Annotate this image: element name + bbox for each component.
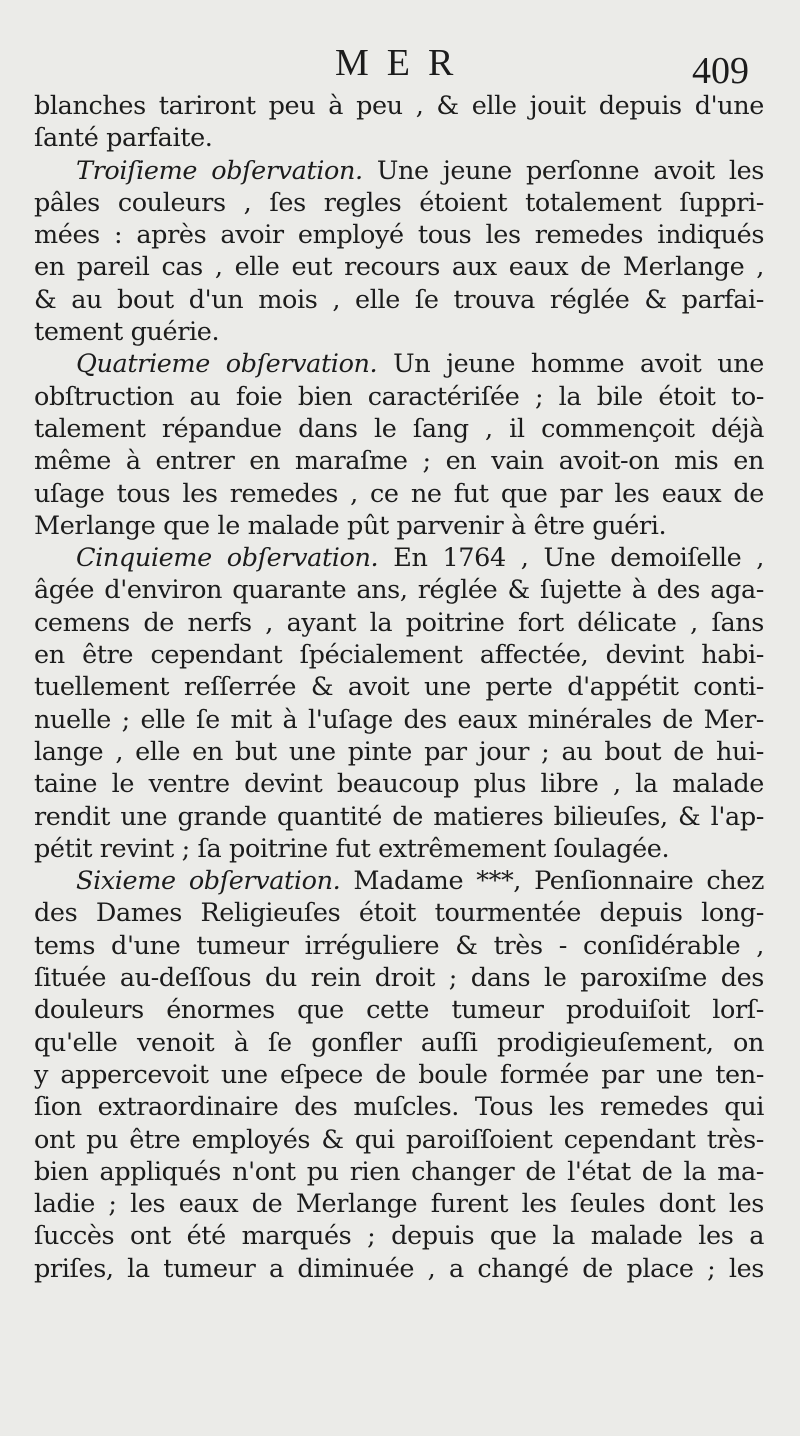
text-line xyxy=(34,1027,764,1059)
body-text xyxy=(34,90,764,1285)
line-text: Un jeune homme avoit une xyxy=(377,349,764,380)
line-text: même à entrer en maraſme ; en vain avoit-on mis en xyxy=(34,446,764,477)
line-text: Madame ***, Penſionnaire chez xyxy=(340,866,765,897)
text-line xyxy=(34,1253,764,1285)
line-text: mées : après avoir employé tous les remedes indiqués xyxy=(34,220,764,251)
line-text: priſes, la tumeur a diminuée , a changé de place ; les xyxy=(34,1253,764,1284)
observation-label: Troiſieme obſervation. xyxy=(76,155,363,186)
text-line xyxy=(34,1188,764,1220)
page-number: 409 xyxy=(692,50,749,92)
observation-label: Quatrieme obſervation. xyxy=(76,349,378,380)
running-head: MER xyxy=(335,42,472,84)
text-line xyxy=(34,930,764,962)
text-line xyxy=(34,833,764,865)
line-text: talement répandue dans le ſang , il commençoit déjà xyxy=(34,413,764,444)
text-line xyxy=(34,994,764,1026)
line-text: ſituée au-deſſous du rein droit ; dans le paroxiſme des xyxy=(34,963,764,994)
line-text: y appercevoit une eſpece de boule formée par une ten- xyxy=(34,1059,764,1090)
line-text: en pareil cas , elle eut recours aux eaux de Merlange , xyxy=(34,252,764,283)
text-line xyxy=(34,187,764,219)
text-line xyxy=(34,90,764,122)
line-text: ladie ; les eaux de Merlange furent les ſeules dont les xyxy=(34,1189,764,1220)
line-text: des Dames Religieuſes étoit tourmentée depuis long- xyxy=(34,898,764,929)
text-line xyxy=(34,1156,764,1188)
observation-heading-line xyxy=(34,155,764,187)
line-text: taine le ventre devint beaucoup plus libre , la malade xyxy=(34,769,764,800)
text-line xyxy=(34,768,764,800)
text-line xyxy=(34,671,764,703)
text-line xyxy=(34,704,764,736)
text-line xyxy=(34,897,764,929)
text-line xyxy=(34,1059,764,1091)
observation-heading-line xyxy=(34,348,764,380)
line-text: obſtruction au foie bien caractériſée ; la bile étoit to- xyxy=(34,381,764,412)
text-line xyxy=(34,1091,764,1123)
line-text: tems d'une tumeur irréguliere & très - conſidérable , xyxy=(34,930,764,961)
line-text: nuelle ; elle ſe mit à l'uſage des eaux minérales de Mer- xyxy=(34,704,764,735)
line-text: ſuccès ont été marqués ; depuis que la malade les a xyxy=(34,1221,764,1252)
observation-label: Cinquieme obſervation. xyxy=(76,543,379,574)
text-line xyxy=(34,478,764,510)
line-text: tuellement reſſerrée & avoit une perte d'appétit conti- xyxy=(34,672,764,703)
line-text: & au bout d'un mois , elle ſe trouva réglée & parfai- xyxy=(34,284,764,315)
line-text: Une jeune perſonne avoit les xyxy=(362,155,764,186)
text-line xyxy=(34,510,764,542)
line-text: pâles couleurs , ſes regles étoient totalement ſuppri- xyxy=(34,187,764,218)
line-text: bien appliqués n'ont pu rien changer de l'état de la ma- xyxy=(34,1156,764,1187)
page-header xyxy=(0,38,800,98)
text-line xyxy=(34,1220,764,1252)
line-text: ont pu être employés & qui paroiſſoient cependant très- xyxy=(34,1124,764,1155)
text-line xyxy=(34,639,764,671)
line-text: En 1764 , Une demoiſelle , xyxy=(378,543,764,574)
text-line xyxy=(34,445,764,477)
observation-heading-line xyxy=(34,865,764,897)
line-text: blanches tariront peu à peu , & elle jouit depuis d'une xyxy=(34,91,764,121)
line-text: âgée d'environ quarante ans, réglée & ſujette à des aga- xyxy=(34,575,764,606)
observation-heading-line xyxy=(34,542,764,574)
text-line xyxy=(34,801,764,833)
line-text: lange , elle en but une pinte par jour ; au bout de hui- xyxy=(34,736,764,767)
line-text: Merlange que le malade pût parvenir à être guéri. xyxy=(34,510,667,541)
line-text: uſage tous les remedes , ce ne fut que par les eaux de xyxy=(34,478,764,509)
text-line xyxy=(34,284,764,316)
text-line xyxy=(34,736,764,768)
text-line xyxy=(34,962,764,994)
line-text: ſion extraordinaire des muſcles. Tous les remedes qui xyxy=(34,1092,764,1123)
line-text: en être cependant ſpécialement affectée, devint habi- xyxy=(34,640,764,671)
line-text: cemens de nerfs , ayant la poitrine fort délicate , ſans xyxy=(34,607,764,638)
text-line xyxy=(34,381,764,413)
line-text: tement guérie. xyxy=(34,317,220,348)
line-text: rendit une grande quantité de matieres bilieuſes, & l'ap- xyxy=(34,801,764,832)
observation-label: Sixieme obſervation. xyxy=(76,866,341,897)
text-line xyxy=(34,316,764,348)
line-text: douleurs énormes que cette tumeur produiſoit lorſ- xyxy=(34,995,764,1026)
line-text: pétit revint ; ſa poitrine fut extrêmement ſoulagée. xyxy=(34,833,670,864)
text-line xyxy=(34,251,764,283)
line-text: qu'elle venoit à ſe gonfler auſſi prodigieuſement, on xyxy=(34,1027,764,1058)
text-line xyxy=(34,219,764,251)
text-line xyxy=(34,1124,764,1156)
text-line xyxy=(34,574,764,606)
text-line xyxy=(34,607,764,639)
line-text: ſanté parfaite. xyxy=(34,123,213,154)
text-line xyxy=(34,413,764,445)
text-line xyxy=(34,122,764,154)
